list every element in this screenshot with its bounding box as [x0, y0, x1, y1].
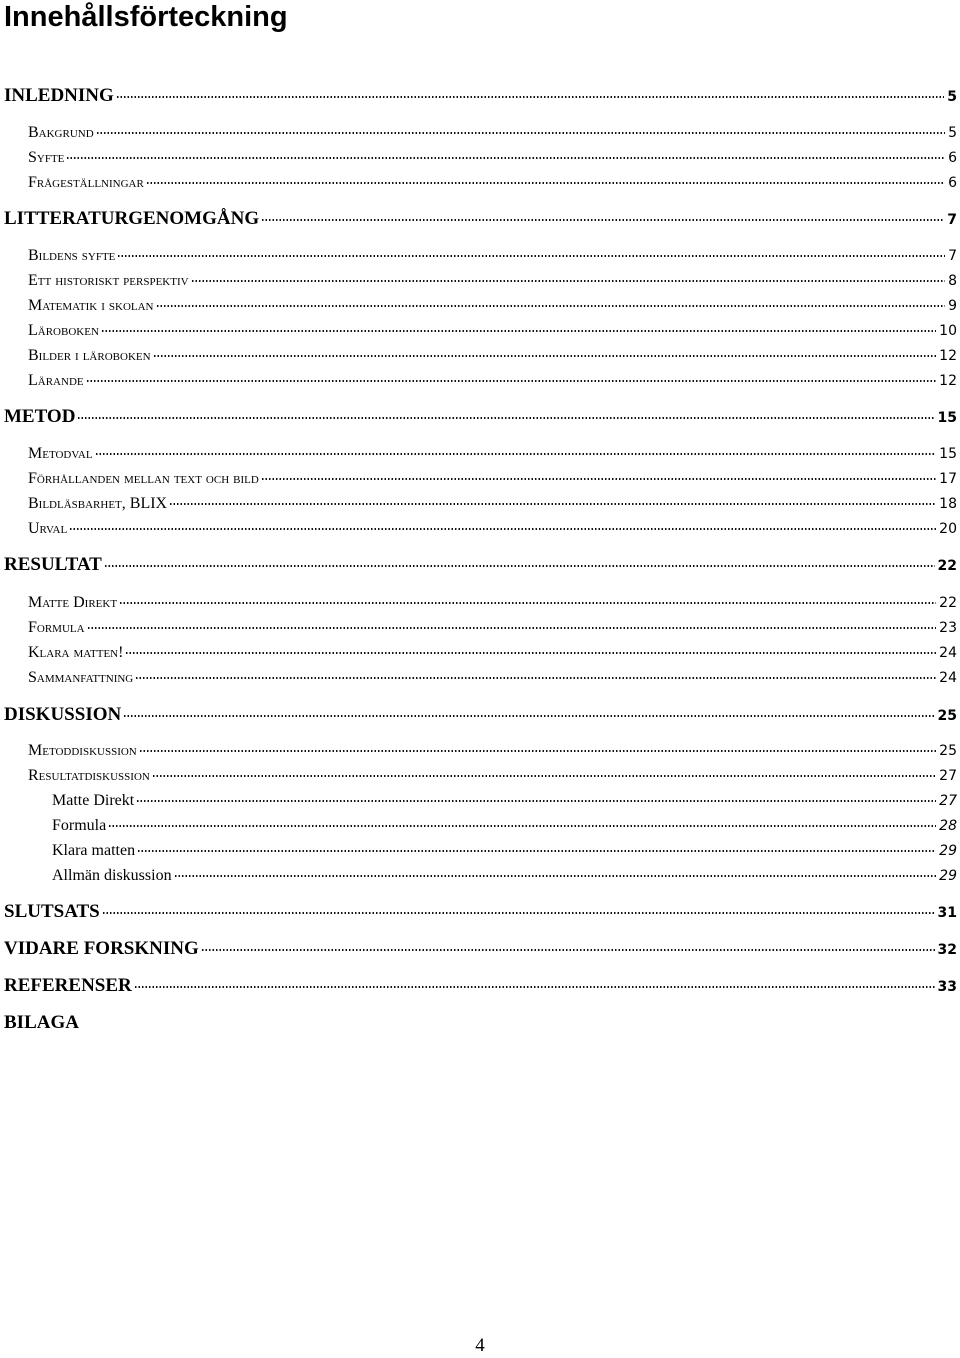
toc-page-number: 27: [939, 768, 957, 784]
dot-leader: [174, 875, 937, 877]
dot-leader: [146, 182, 945, 184]
toc-entry-label: Bakgrund: [28, 124, 94, 141]
toc-entry-urval[interactable]: [28, 517, 957, 541]
dot-leader: [77, 417, 934, 419]
dot-leader: [95, 453, 937, 455]
dot-leader: [153, 355, 937, 357]
toc-page-number: 8: [948, 273, 957, 289]
toc-entry-vidare-forskning[interactable]: [4, 937, 957, 961]
toc-page-number: 29: [939, 868, 957, 884]
toc-page-number: 22: [939, 595, 957, 611]
toc-entry-label: Ett historiskt perspektiv: [28, 272, 189, 289]
dot-leader: [119, 602, 936, 604]
toc-entry-klara-matten-sub[interactable]: [52, 839, 957, 863]
toc-entry-diskussion[interactable]: [4, 703, 957, 727]
toc-entry-klara-matten[interactable]: [28, 641, 957, 665]
toc-entry-label: Sammanfattning: [28, 669, 134, 686]
toc-entry-bilder-i-laroboken[interactable]: [28, 344, 957, 368]
toc-entry-label: Resultatdiskussion: [28, 767, 150, 784]
toc-entry-label: Metoddiskussion: [28, 742, 137, 759]
toc-entry-label: DISKUSSION: [4, 704, 122, 725]
toc-entry-bilaga[interactable]: BILAGA: [4, 1012, 79, 1033]
toc-page-number: 31: [937, 905, 957, 921]
toc-page-number: 10: [939, 323, 957, 339]
toc-page-number: 6: [948, 150, 957, 166]
dot-leader: [136, 800, 936, 802]
toc-entry-label: Matematik i skolan: [28, 297, 154, 314]
dot-leader: [104, 565, 935, 567]
toc-entry-slutsats[interactable]: [4, 900, 957, 924]
dot-leader: [201, 949, 935, 951]
toc-entry-inledning[interactable]: [4, 84, 957, 108]
toc-entry-litteraturgenomgang[interactable]: [4, 207, 957, 231]
toc-entry-label: Syfte: [28, 149, 65, 166]
toc-page-number: 17: [939, 471, 957, 487]
toc-entry-label: Bildläsbarhet, BLIX: [28, 495, 168, 512]
dot-leader: [169, 503, 936, 505]
dot-leader: [116, 96, 944, 98]
toc-entry-label: Frågeställningar: [28, 174, 144, 191]
toc-page-number: 15: [939, 446, 957, 462]
toc-entry-label: RESULTAT: [4, 554, 102, 575]
toc-entry-label: Formula: [28, 619, 85, 636]
toc-entry-label: Läroboken: [28, 322, 99, 339]
dot-leader: [152, 775, 936, 777]
toc-page-number: 6: [948, 175, 957, 191]
toc-page-number: 29: [939, 843, 957, 859]
toc-entry-label: Bildens syfte: [28, 247, 116, 264]
toc-entry-label: Bilder i läroboken: [28, 347, 151, 364]
toc-entry-label: Formula: [52, 817, 107, 834]
toc-page-number: 23: [939, 620, 957, 636]
toc-entry-label: REFERENSER: [4, 975, 132, 996]
toc-page-number: 12: [939, 348, 957, 364]
toc-entry-matte-direkt[interactable]: [28, 591, 957, 615]
toc-page-number: 5: [948, 125, 957, 141]
toc-entry-syfte[interactable]: [28, 146, 957, 170]
dot-leader: [134, 986, 935, 988]
toc-entry-resultat[interactable]: [4, 553, 957, 577]
toc-entry-label: INLEDNING: [4, 85, 114, 106]
dot-leader: [86, 380, 937, 382]
toc-page-number: 20: [939, 521, 957, 537]
toc-entry-metoddiskussion[interactable]: [28, 739, 957, 763]
dot-leader: [123, 715, 934, 717]
toc-entry-bakgrund[interactable]: [28, 121, 957, 145]
dot-leader: [102, 912, 935, 914]
toc-page-number: 24: [939, 645, 957, 661]
toc-entry-matte-direkt-sub[interactable]: [52, 789, 957, 813]
toc-entry-label: Metodval: [28, 445, 93, 462]
toc-page-number: 7: [948, 248, 957, 264]
dot-leader: [101, 330, 936, 332]
toc-entry-label: VIDARE FORSKNING: [4, 938, 199, 959]
dot-leader: [156, 305, 946, 307]
toc-page-number: 24: [939, 670, 957, 686]
toc-entry-label: METOD: [4, 406, 76, 427]
toc-page-number: 5: [947, 89, 957, 105]
toc-entry-label: Urval: [28, 520, 68, 537]
toc-page-number: 28: [939, 818, 957, 834]
toc-page-number: 25: [939, 743, 957, 759]
toc-entry-label: LITTERATURGENOMGÅNG: [4, 208, 260, 229]
toc-page-number: 7: [947, 212, 957, 228]
toc-entry-metod[interactable]: [4, 405, 957, 429]
dot-leader: [261, 219, 944, 221]
toc-entry-label: SLUTSATS: [4, 901, 100, 922]
dot-leader: [261, 478, 936, 480]
dot-leader: [96, 132, 945, 134]
toc-entry-bildens-syfte[interactable]: [28, 244, 957, 268]
toc-page-number: 33: [937, 979, 957, 995]
toc-page-number: 18: [939, 496, 957, 512]
toc-entry-label: Allmän diskussion: [52, 867, 172, 884]
toc-entry-formula[interactable]: [28, 616, 957, 640]
toc-entry-label: Matte Direkt: [28, 594, 118, 611]
toc-page-number: 32: [937, 942, 957, 958]
dot-leader: [191, 280, 945, 282]
dot-leader: [66, 157, 945, 159]
toc-entry-label: Klara matten: [52, 842, 136, 859]
page-number: 4: [475, 1335, 485, 1356]
dot-leader: [125, 652, 936, 654]
toc-entry-label: Klara matten!: [28, 644, 124, 661]
toc-entry-sammanfattning[interactable]: [28, 666, 957, 690]
page-title: Innehållsförteckning: [4, 1, 288, 33]
dot-leader: [137, 850, 936, 852]
dot-leader: [108, 825, 936, 827]
dot-leader: [87, 627, 937, 629]
toc-entry-fragestallningar[interactable]: [28, 171, 957, 195]
toc-entry-label: Förhållanden mellan text och bild: [28, 470, 259, 487]
toc-entry-larande[interactable]: [28, 369, 957, 393]
dot-leader: [135, 677, 936, 679]
toc-page-number: 12: [939, 373, 957, 389]
toc-entry-ett-historiskt-perspektiv[interactable]: [28, 269, 957, 293]
toc-entry-formula-sub[interactable]: [52, 814, 957, 838]
toc-entry-laroboken[interactable]: [28, 319, 957, 343]
toc-page-number: 22: [937, 558, 957, 574]
dot-leader: [117, 255, 945, 257]
toc-entry-bildlasbarhet-blix[interactable]: [28, 492, 957, 516]
toc-entry-label: Lärande: [28, 372, 84, 389]
dot-leader: [139, 750, 936, 752]
toc-entry-resultatdiskussion[interactable]: [28, 764, 957, 788]
toc-page-number: 15: [937, 410, 957, 426]
toc-entry-allman-diskussion[interactable]: [52, 864, 957, 888]
toc-page-number: 25: [937, 708, 957, 724]
toc-entry-matematik-i-skolan[interactable]: [28, 294, 957, 318]
dot-leader: [69, 528, 936, 530]
toc-entry-label: Matte Direkt: [52, 792, 135, 809]
toc-entry-referenser[interactable]: [4, 974, 957, 998]
toc-entry-forhallanden-mellan-text-och-bild[interactable]: [28, 467, 957, 491]
toc-page-number: 9: [948, 298, 957, 314]
toc-page-number: 27: [939, 793, 957, 809]
toc-entry-metodval[interactable]: [28, 442, 957, 466]
